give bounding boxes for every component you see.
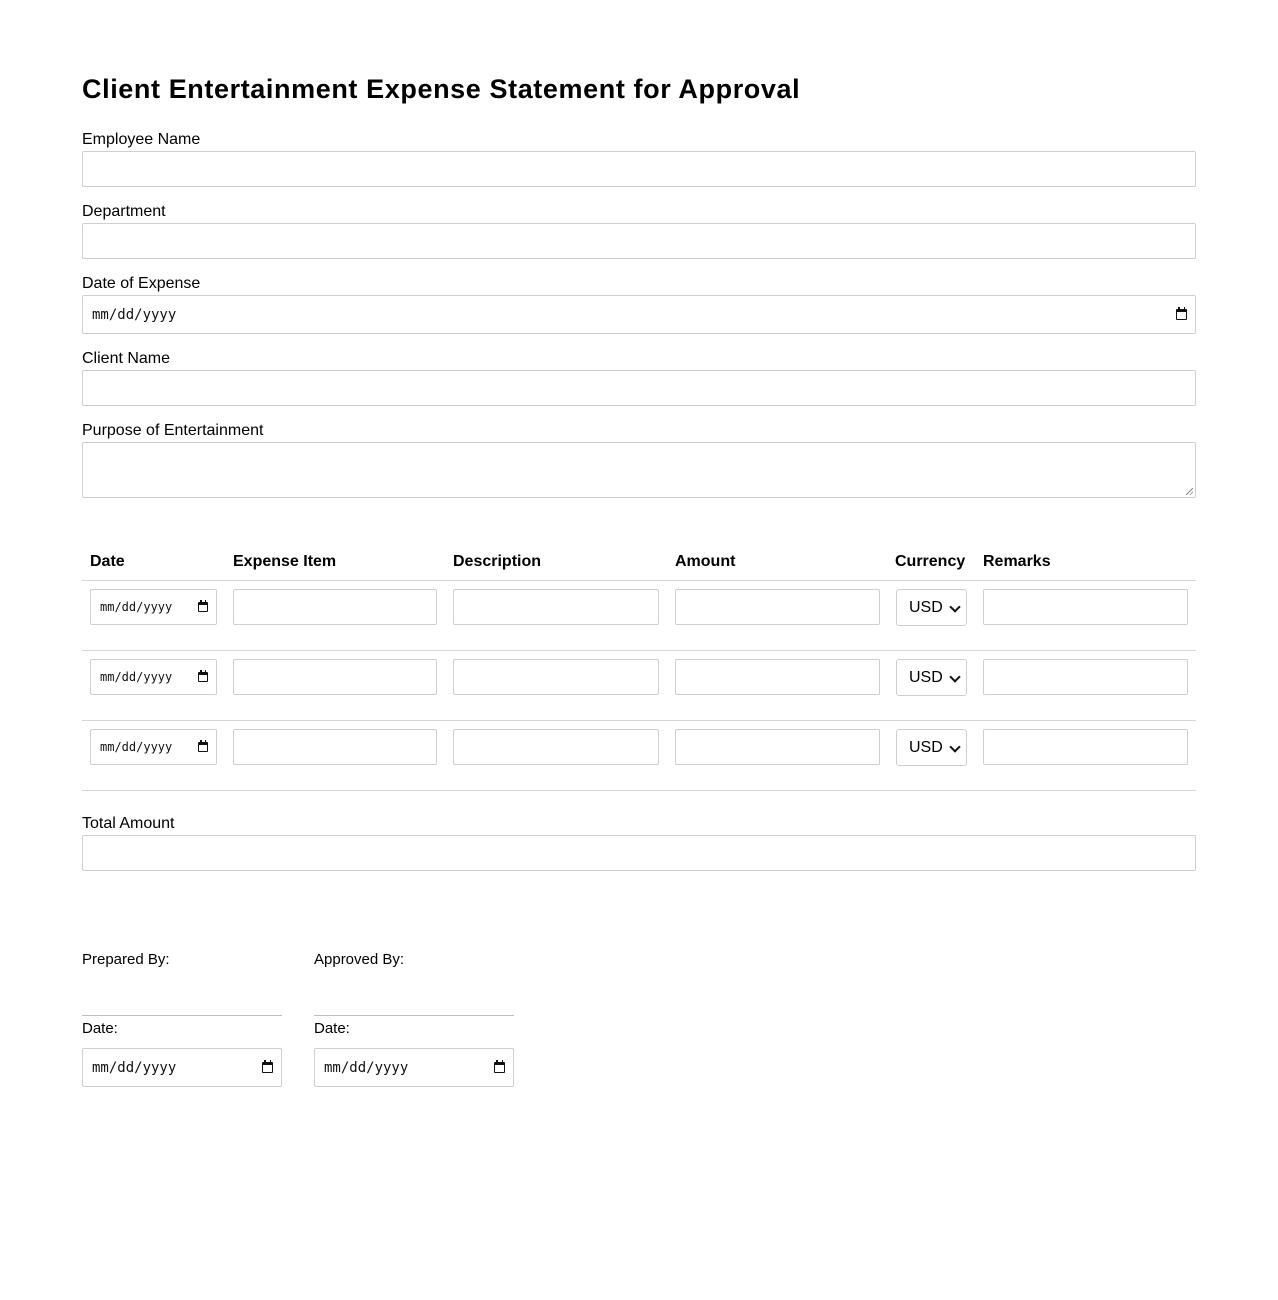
row-1-amount-input[interactable] <box>675 589 880 625</box>
row-1-currency-select[interactable] <box>896 589 967 626</box>
calendar-icon[interactable] <box>1176 309 1187 320</box>
chevron-down-icon <box>949 601 960 612</box>
client-name-label: Client Name <box>82 350 171 367</box>
column-header-date: Date <box>90 553 125 570</box>
department-label: Department <box>82 203 166 220</box>
column-header-currency: Currency <box>895 553 966 570</box>
chevron-down-icon <box>949 741 960 752</box>
purpose-label: Purpose of Entertainment <box>82 422 264 439</box>
row-1-description-input[interactable] <box>453 589 659 625</box>
row-2-remarks-input[interactable] <box>983 659 1188 695</box>
row-2-amount-input[interactable] <box>675 659 880 695</box>
row-2-description-input[interactable] <box>453 659 659 695</box>
column-header-expense-item: Expense Item <box>233 553 337 570</box>
column-header-description: Description <box>453 553 542 570</box>
table-bottom-divider <box>82 790 1196 791</box>
approved-by-label: Approved By: <box>314 951 405 968</box>
column-header-amount: Amount <box>675 553 736 570</box>
column-header-remarks: Remarks <box>983 553 1051 570</box>
approved-by-date-label: Date: <box>314 1020 350 1037</box>
purpose-textarea[interactable] <box>82 442 1196 498</box>
department-input[interactable] <box>82 223 1196 259</box>
calendar-icon[interactable] <box>198 742 208 752</box>
currency-value: USD <box>909 598 943 616</box>
row-divider <box>82 650 1196 651</box>
page-title: Client Entertainment Expense Statement for Approval <box>82 74 801 104</box>
approved-by-signature-line[interactable] <box>314 1015 514 1016</box>
client-name-input[interactable] <box>82 370 1196 406</box>
row-1-date-input[interactable] <box>90 589 217 625</box>
date-placeholder: mm/dd/yyyy <box>92 306 177 323</box>
date-placeholder: mm/dd/yyyy <box>324 1059 409 1076</box>
date-of-expense-label: Date of Expense <box>82 275 201 292</box>
total-amount-input[interactable] <box>82 835 1196 871</box>
calendar-icon[interactable] <box>494 1062 505 1073</box>
row-3-expense-item-input[interactable] <box>233 729 437 765</box>
row-2-date-input[interactable] <box>90 659 217 695</box>
date-placeholder: mm/dd/yyyy <box>100 670 173 684</box>
row-2-currency-select[interactable] <box>896 659 967 696</box>
table-header-divider <box>82 580 1196 581</box>
row-3-amount-input[interactable] <box>675 729 880 765</box>
prepared-by-date-label: Date: <box>82 1020 118 1037</box>
calendar-icon[interactable] <box>262 1062 273 1073</box>
row-3-currency-select[interactable] <box>896 729 967 766</box>
row-3-date-input[interactable] <box>90 729 217 765</box>
chevron-down-icon <box>949 671 960 682</box>
row-3-remarks-input[interactable] <box>983 729 1188 765</box>
currency-value: USD <box>909 668 943 686</box>
date-of-expense-input[interactable] <box>82 295 1196 334</box>
employee-name-label: Employee Name <box>82 131 201 148</box>
row-1-expense-item-input[interactable] <box>233 589 437 625</box>
approved-by-date-input[interactable] <box>314 1048 514 1087</box>
prepared-by-date-input[interactable] <box>82 1048 282 1087</box>
row-3-description-input[interactable] <box>453 729 659 765</box>
employee-name-input[interactable] <box>82 151 1196 187</box>
calendar-icon[interactable] <box>198 672 208 682</box>
currency-value: USD <box>909 738 943 756</box>
row-2-expense-item-input[interactable] <box>233 659 437 695</box>
total-amount-label: Total Amount <box>82 815 175 832</box>
row-divider <box>82 720 1196 721</box>
date-placeholder: mm/dd/yyyy <box>92 1059 177 1076</box>
resize-handle-icon[interactable] <box>1186 488 1193 495</box>
date-placeholder: mm/dd/yyyy <box>100 740 173 754</box>
date-placeholder: mm/dd/yyyy <box>100 600 173 614</box>
prepared-by-signature-line[interactable] <box>82 1015 282 1016</box>
row-1-remarks-input[interactable] <box>983 589 1188 625</box>
prepared-by-label: Prepared By: <box>82 951 170 968</box>
calendar-icon[interactable] <box>198 602 208 612</box>
